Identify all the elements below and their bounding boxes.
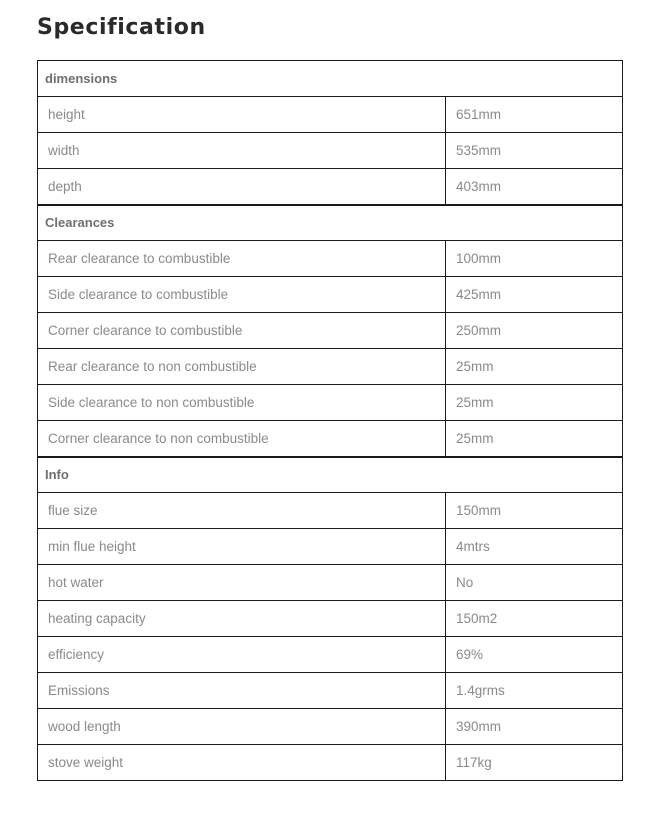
spec-value: 403mm <box>446 169 623 205</box>
table-row <box>38 277 623 313</box>
spec-value: 25mm <box>446 349 623 385</box>
table-row <box>38 529 623 565</box>
spec-label: stove weight <box>38 745 446 781</box>
spec-value: No <box>446 565 623 601</box>
spec-value: 651mm <box>446 97 623 133</box>
table-row <box>38 97 623 133</box>
table-row <box>38 637 623 673</box>
spec-label: Emissions <box>38 673 446 709</box>
spec-label: Corner clearance to non combustible <box>38 421 446 457</box>
spec-label: Rear clearance to non combustible <box>38 349 446 385</box>
table-row <box>38 241 623 277</box>
section-header-dimensions: dimensions <box>38 61 623 97</box>
spec-label: heating capacity <box>38 601 446 637</box>
spec-value: 150m2 <box>446 601 623 637</box>
spec-label: hot water <box>38 565 446 601</box>
specification-table <box>37 60 623 781</box>
spec-value: 25mm <box>446 385 623 421</box>
table-row <box>38 313 623 349</box>
section-header-row <box>38 205 623 241</box>
spec-label: Side clearance to non combustible <box>38 385 446 421</box>
spec-label: efficiency <box>38 637 446 673</box>
spec-label: wood length <box>38 709 446 745</box>
spec-value: 150mm <box>446 493 623 529</box>
spec-label: depth <box>38 169 446 205</box>
spec-label: Rear clearance to combustible <box>38 241 446 277</box>
spec-value: 250mm <box>446 313 623 349</box>
section-header-row <box>38 61 623 97</box>
table-row <box>38 745 623 781</box>
spec-value: 100mm <box>446 241 623 277</box>
table-row <box>38 421 623 457</box>
spec-value: 535mm <box>446 133 623 169</box>
table-row <box>38 493 623 529</box>
spec-value: 390mm <box>446 709 623 745</box>
spec-value: 4mtrs <box>446 529 623 565</box>
section-header-row <box>38 457 623 493</box>
table-row <box>38 385 623 421</box>
spec-value: 25mm <box>446 421 623 457</box>
spec-label: flue size <box>38 493 446 529</box>
spec-label: height <box>38 97 446 133</box>
table-row <box>38 709 623 745</box>
spec-label: width <box>38 133 446 169</box>
table-row <box>38 565 623 601</box>
section-header-info: Info <box>38 457 623 493</box>
table-row <box>38 169 623 205</box>
spec-value: 69% <box>446 637 623 673</box>
table-row <box>38 349 623 385</box>
spec-value: 117kg <box>446 745 623 781</box>
table-row <box>38 133 623 169</box>
section-header-clearances: Clearances <box>38 205 623 241</box>
spec-label: Corner clearance to combustible <box>38 313 446 349</box>
spec-value: 425mm <box>446 277 623 313</box>
spec-label: Side clearance to combustible <box>38 277 446 313</box>
spec-label: min flue height <box>38 529 446 565</box>
spec-value: 1.4grms <box>446 673 623 709</box>
table-row <box>38 673 623 709</box>
table-row <box>38 601 623 637</box>
page-title: Specification <box>37 15 206 40</box>
